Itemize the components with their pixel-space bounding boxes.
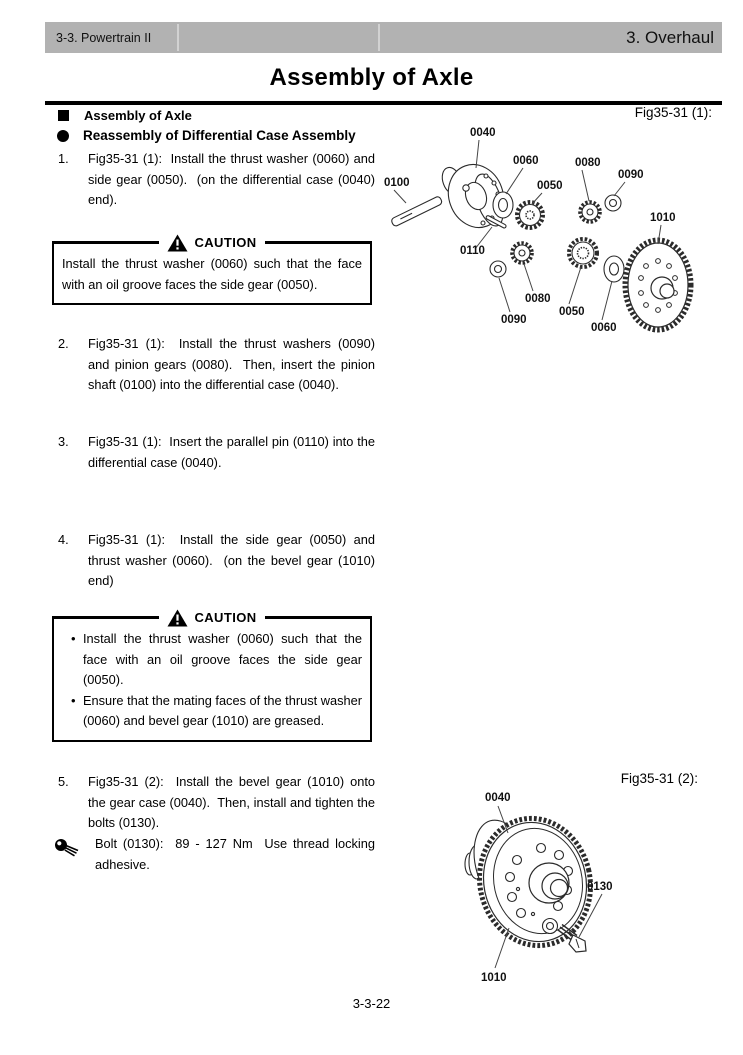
- part-label: 0040: [485, 792, 511, 804]
- caution-body: [52, 617, 372, 742]
- warning-triangle-icon: [167, 609, 188, 627]
- header-divider-2: [378, 24, 380, 51]
- bullet-icon: •: [71, 692, 76, 708]
- part-label: 0080: [575, 157, 601, 169]
- subsection-heading: [45, 128, 356, 143]
- figure1-caption: Fig35-31 (1):: [634, 105, 712, 120]
- caution-word: CAUTION: [194, 610, 257, 625]
- washer-drawing: [543, 919, 558, 934]
- torque-note-text: Bolt (0130): 89 - 127 Nm Use thread locking adhesive.: [95, 836, 379, 872]
- part-label: 0060: [513, 155, 539, 167]
- page-number: 3-3-22: [352, 996, 391, 1011]
- part-label: 0090: [618, 169, 644, 181]
- step-text: Fig35-31 (1): Install the thrust washers (0090) and pinion gears (0080). Then, insert the pinion shaft (0100) into the differential case (0040).: [88, 336, 379, 392]
- figure2-caption: Fig35-31 (2):: [620, 771, 698, 786]
- thrust-washer-drawing: [490, 261, 506, 277]
- section-heading-label: Assembly of Axle: [84, 108, 192, 123]
- part-label: 0110: [460, 245, 485, 257]
- part-label: 1010: [650, 212, 676, 224]
- step-3: [45, 432, 379, 473]
- part-label: 0050: [559, 306, 585, 318]
- part-label: 0080: [525, 293, 551, 305]
- part-label: 1010: [481, 972, 507, 984]
- circle-bullet-icon: [57, 130, 69, 142]
- step-number: 2.: [58, 336, 69, 351]
- page-title: Assembly of Axle: [269, 64, 474, 91]
- header-divider-1: [177, 24, 179, 51]
- caution-text: Ensure that the mating faces of the thrust washer (0060) and bevel gear (1010) are greased.: [83, 692, 362, 728]
- pinion-shaft-drawing: [391, 196, 443, 227]
- caution-text: Install the thrust washer (0060) such that the face with an oil groove faces the side gear (0050).: [62, 256, 362, 292]
- part-label: 0090: [501, 314, 527, 326]
- part-label: 0100: [384, 177, 410, 189]
- caution-box-2: [52, 606, 372, 742]
- header-bar: [45, 22, 722, 53]
- section-heading: [45, 108, 192, 123]
- side-gear-drawing: [569, 239, 597, 267]
- caution-word: CAUTION: [194, 235, 257, 250]
- caution-header: [52, 231, 372, 254]
- square-bullet-icon: [58, 110, 69, 121]
- caution-text: Install the thrust washer (0060) such that the face with an oil groove faces the side gear (0050).: [83, 631, 362, 687]
- torque-note: [45, 834, 379, 875]
- torque-key-icon: [45, 834, 95, 875]
- part-label: 0130: [587, 881, 613, 893]
- step-text: Fig35-31 (1): Insert the parallel pin (0110) into the differential case (0040).: [88, 434, 379, 470]
- step-4: [45, 530, 379, 592]
- bullet-icon: •: [71, 631, 76, 646]
- step-number: 1.: [58, 151, 69, 166]
- figure2-assembly-diagram: [455, 765, 740, 998]
- caution-label: [159, 234, 264, 252]
- header-section-label: 3-3. Powertrain II: [56, 30, 152, 45]
- warning-triangle-icon: [167, 234, 188, 252]
- subsection-heading-label: Reassembly of Differential Case Assembly: [83, 128, 356, 143]
- figure1-exploded-diagram: [382, 108, 740, 339]
- step-number: 5.: [58, 774, 69, 789]
- header-chapter-label: 3. Overhaul: [626, 28, 714, 47]
- caution-label: [159, 609, 264, 627]
- step-1: [45, 149, 379, 211]
- step-2: [45, 334, 379, 396]
- part-label: 0050: [537, 180, 563, 192]
- thrust-washer-drawing: [604, 256, 624, 282]
- pinion-gear-drawing: [580, 202, 600, 222]
- thrust-washer-drawing: [493, 192, 513, 218]
- step-text: Fig35-31 (1): Install the side gear (0050) and thrust washer (0060). (on the bevel gear (1010) end): [88, 532, 379, 588]
- step-number: 4.: [58, 532, 69, 547]
- step-text: Fig35-31 (2): Install the bevel gear (1010) onto the gear case (0040). Then, install and tighten the bolts (0130).: [88, 774, 379, 830]
- caution-box-1: [52, 231, 372, 305]
- caution-header: [52, 606, 372, 629]
- step-text: Fig35-31 (1): Install the thrust washer (0060) and side gear (0050). (on the differential case (0040) end).: [88, 151, 379, 207]
- pinion-gear-drawing: [512, 243, 532, 263]
- thrust-washer-drawing: [605, 195, 621, 211]
- part-label: 0040: [470, 127, 496, 139]
- side-gear-drawing: [517, 202, 543, 228]
- bevel-ring-gear-drawing: [625, 240, 691, 330]
- step-number: 3.: [58, 434, 69, 449]
- step-5: [45, 772, 379, 834]
- title-rule: [45, 101, 722, 105]
- caution-item: [62, 629, 362, 691]
- caution-item: [62, 691, 362, 732]
- part-label: 0060: [591, 322, 617, 334]
